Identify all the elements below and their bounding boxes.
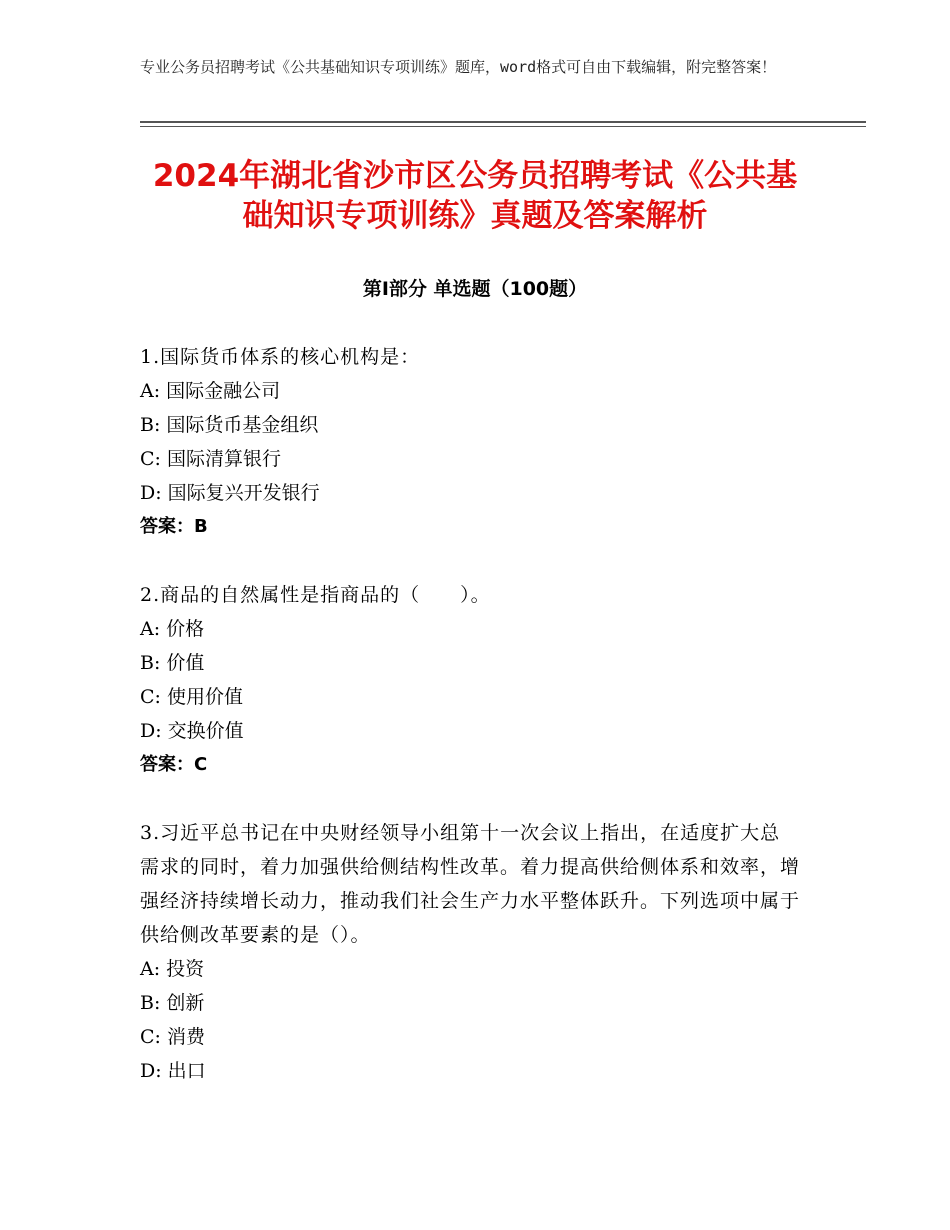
header-note: 专业公务员招聘考试《公共基础知识专项训练》题库，word格式可自由下载编辑，附完整答案！ xyxy=(140,58,777,76)
question-stem: 1.国际货币体系的核心机构是： xyxy=(140,346,421,368)
option-d: D: 出口 xyxy=(140,1060,206,1082)
option-a: A: 投资 xyxy=(140,958,205,980)
section-title: 第Ⅰ部分 单选题（100题） xyxy=(362,278,588,300)
option-b: B: 国际货币基金组织 xyxy=(140,414,319,436)
option-a: A: 价格 xyxy=(140,618,205,640)
option-a: A: 国际金融公司 xyxy=(140,380,281,402)
question-list xyxy=(140,340,800,1122)
option-d: D: 交换价值 xyxy=(140,720,244,742)
document-title: 2024年湖北省沙市区公务员招聘考试《公共基础知识专项训练》真题及答案解析 xyxy=(152,158,798,234)
option-c: C: 使用价值 xyxy=(140,686,243,708)
option-b: B: 价值 xyxy=(140,652,205,674)
answer-line: 答案：B xyxy=(140,516,208,537)
option-b: B: 创新 xyxy=(140,992,205,1014)
question-stem: 3.习近平总书记在中央财经领导小组第十一次会议上指出，在适度扩大总需求的同时，着力加强供给侧结构性改革。着力提高供给侧体系和效率，增强经济持续增长动力，推动我们社会生产力水平整体跃升。下列选项中属于供给侧改革要素的是（）。 xyxy=(140,822,801,946)
option-c: C: 消费 xyxy=(140,1026,205,1048)
option-d: D: 国际复兴开发银行 xyxy=(140,482,320,504)
question-stem: 2.商品的自然属性是指商品的（ ）。 xyxy=(140,584,491,606)
question-2 xyxy=(140,578,800,782)
answer-line: 答案：C xyxy=(140,754,208,775)
question-3 xyxy=(140,816,800,1088)
option-c: C: 国际清算银行 xyxy=(140,448,281,470)
header-rule-thin xyxy=(140,126,866,127)
header-rule-thick xyxy=(140,121,866,123)
question-1 xyxy=(140,340,800,544)
